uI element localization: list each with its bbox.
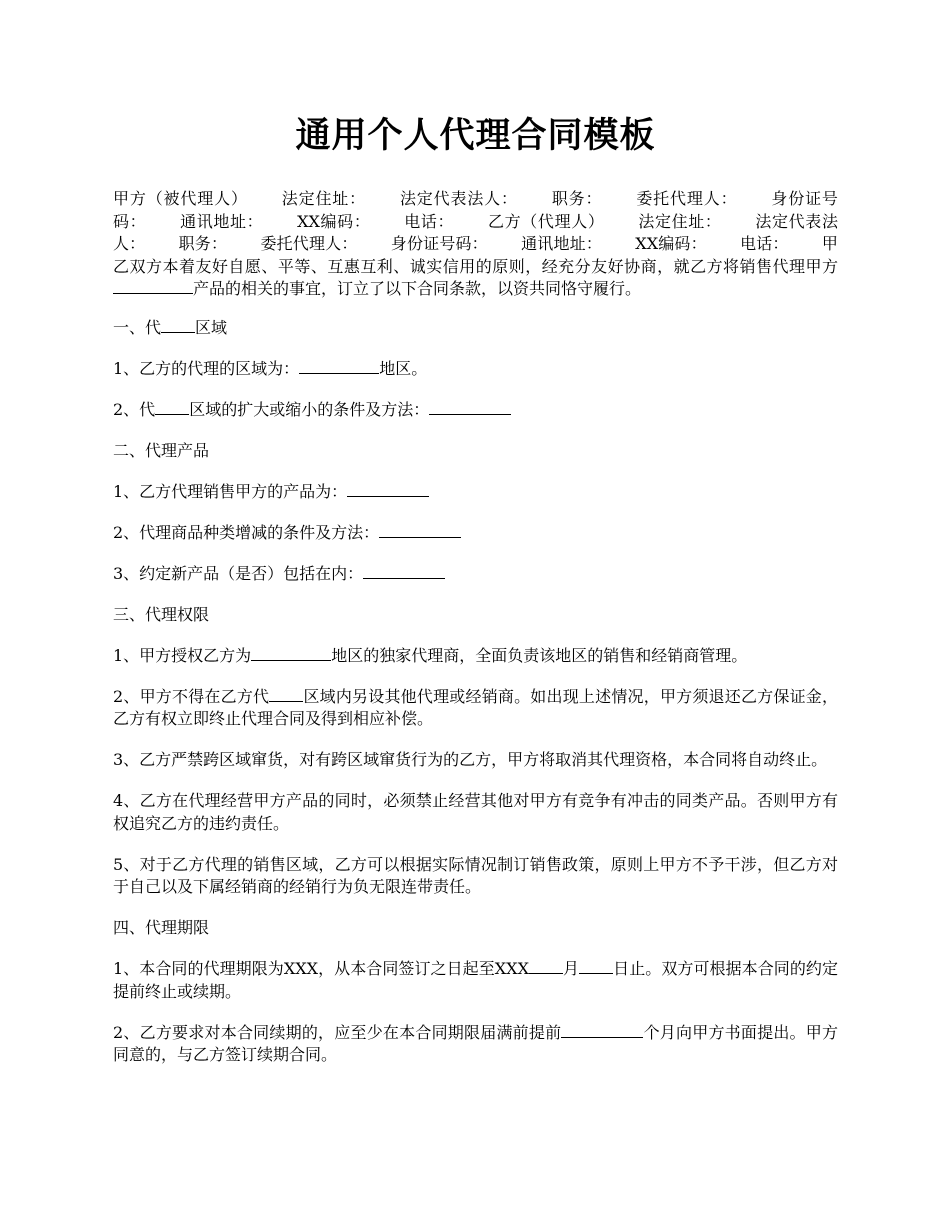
blank-line	[347, 481, 429, 497]
intro-field: 委托代理人：	[260, 234, 358, 253]
section-heading-4: 四、代理期限	[113, 918, 210, 937]
clause-3-2: 2、甲方不得在乙方代 区域内另设其他代理或经销商。如出现上述情况，甲方须退还乙方保证金，乙方有权立即终止代理合同及得到相应补偿。	[113, 686, 838, 728]
clause-3-3: 3、乙方严禁跨区域窜货，对有跨区域窜货行为的乙方，甲方将取消其代理资格，本合同将自动终止。	[113, 750, 828, 769]
intro-field: XX编码：	[635, 234, 707, 253]
intro-field: 法定代表法人：	[113, 211, 838, 253]
intro-field: 身份证号码：	[390, 234, 488, 253]
blank-line	[299, 358, 379, 374]
clause-1-2: 2、代 区域的扩大或缩小的条件及方法：	[113, 399, 838, 422]
intro-field: 法定代表法人：	[399, 189, 518, 208]
clause-4-1: 1、本合同的代理期限为XXX，从本合同签订之日起至XXX 月 日止。双方可根据本合同的约定提前终止或续期。	[113, 959, 838, 1001]
intro-field: 法定住址：	[638, 211, 722, 231]
intro-field: XX编码：	[297, 211, 371, 231]
blank-line	[561, 1022, 643, 1038]
intro-text: 产品的相关的事宜，订立了以下合同条款，以资共同恪守履行。	[193, 279, 642, 298]
intro-field: 委托代理人：	[636, 189, 738, 208]
clause-2-2: 2、代理商品种类增减的条件及方法：	[113, 522, 838, 545]
document-title: 通用个人代理合同模板	[295, 115, 656, 156]
party-a-label: 甲方（被代理人）	[113, 189, 248, 208]
clause-4-2: 2、乙方要求对本合同续期的，应至少在本合同期限届满前提前 个月向甲方书面提出。甲方同意的，与乙方签订续期合同。	[113, 1022, 838, 1064]
blank-line	[363, 563, 445, 579]
intro-paragraph	[113, 188, 838, 301]
clause-2-1: 1、乙方代理销售甲方的产品为：	[113, 481, 838, 504]
blank-line	[161, 317, 195, 333]
clause-1-1: 1、乙方的代理的区域为： 地区。	[113, 358, 428, 378]
intro-field: 通讯地址：	[180, 211, 264, 231]
intro-field: 法定住址：	[281, 189, 366, 208]
section-heading-2: 二、代理产品	[113, 440, 210, 460]
clause-3-1: 1、甲方授权乙方为 地区的独家代理商，全面负责该地区的销售和经销商管理。	[113, 645, 748, 665]
blank-line	[579, 958, 613, 974]
intro-field: 电话：	[404, 211, 455, 231]
blank-line	[429, 399, 511, 415]
intro-text: 甲乙双方本着友好自愿、平等、互惠互利、诚实信用的原则，经充分友好协商，就乙方将销售代理甲方	[113, 234, 838, 276]
section-heading-3: 三、代理权限	[113, 604, 210, 624]
clause-3-5: 5、对于乙方代理的销售区域，乙方可以根据实际情况制订销售政策，原则上甲方不予干涉，但乙方对于自己以及下属经销商的经销行为负无限连带责任。	[113, 854, 838, 896]
document-page	[113, 112, 838, 1085]
blank-line	[529, 958, 563, 974]
intro-field: 职务：	[551, 189, 603, 208]
intro-field: 身份证号码：	[113, 189, 838, 231]
blank-line	[251, 645, 331, 661]
clause-2-3: 3、约定新产品（是否）包括在内：	[113, 563, 838, 586]
blank-line	[379, 522, 461, 538]
section-heading-1: 一、代 区域	[113, 317, 228, 337]
intro-field: 职务：	[178, 234, 228, 253]
party-b-label: 乙方（代理人）	[487, 211, 605, 231]
blank-line	[269, 686, 303, 702]
intro-field: 电话：	[740, 234, 789, 253]
blank-line	[113, 278, 193, 294]
intro-field: 通讯地址：	[521, 234, 603, 253]
clause-3-4: 4、乙方在代理经营甲方产品的同时，必须禁止经营其他对甲方有竞争有冲击的同类产品。否则甲方有权追究乙方的违约责任。	[113, 791, 838, 833]
blank-line	[155, 399, 189, 415]
